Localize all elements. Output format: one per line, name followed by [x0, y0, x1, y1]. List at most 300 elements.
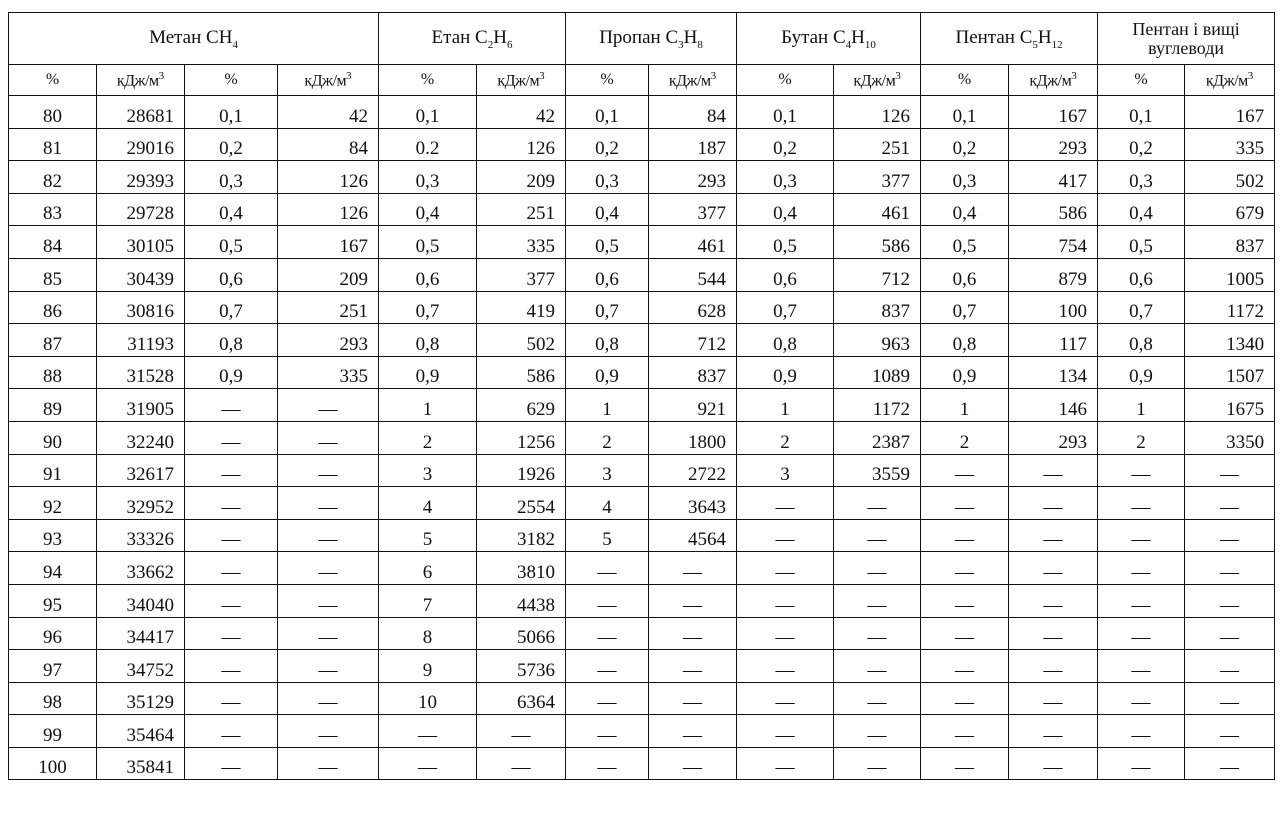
table-row	[9, 617, 1275, 650]
table-cell: 30439	[97, 258, 185, 291]
table-cell: —	[278, 552, 379, 585]
table-cell: —	[649, 617, 737, 650]
column-header-percent: %	[9, 65, 97, 96]
table-cell: 0,5	[566, 226, 649, 259]
table-cell: —	[477, 747, 566, 780]
table-cell: —	[921, 454, 1009, 487]
table-cell: —	[1185, 584, 1275, 617]
table-cell: 4564	[649, 519, 737, 552]
table-row	[9, 291, 1275, 324]
table-cell: 0,8	[185, 324, 278, 357]
table-cell: 293	[1009, 128, 1098, 161]
table-cell: 94	[9, 552, 97, 585]
table-cell: 335	[278, 356, 379, 389]
table-cell: 87	[9, 324, 97, 357]
table-cell: —	[1009, 715, 1098, 748]
table-cell: 4438	[477, 584, 566, 617]
table-cell: —	[834, 747, 921, 780]
table-row	[9, 421, 1275, 454]
table-row	[9, 226, 1275, 259]
table-cell: 1089	[834, 356, 921, 389]
table-cell: 34040	[97, 584, 185, 617]
table-cell: 4	[566, 487, 649, 520]
table-cell: 84	[278, 128, 379, 161]
table-cell: —	[649, 747, 737, 780]
table-cell: 34417	[97, 617, 185, 650]
group-header-pentane-and-higher: Пентан і вищі вуглеводи	[1098, 13, 1275, 65]
column-header-kj-per-m3: кДж/$м^3$	[477, 65, 566, 96]
table-cell: 9	[379, 650, 477, 683]
table-cell: —	[185, 389, 278, 422]
table-cell: 0,1	[921, 96, 1009, 129]
table-cell: 837	[834, 291, 921, 324]
column-header-kj-per-m3: кДж/$м^3$	[834, 65, 921, 96]
table-cell: —	[921, 617, 1009, 650]
table-cell: 90	[9, 421, 97, 454]
table-cell: 251	[278, 291, 379, 324]
table-cell: —	[737, 715, 834, 748]
table-cell: 1507	[1185, 356, 1275, 389]
table-cell: —	[1098, 487, 1185, 520]
table-cell: 0,6	[737, 258, 834, 291]
table-cell: 0,8	[379, 324, 477, 357]
column-header-kj-per-m3: кДж/$м^3$	[278, 65, 379, 96]
table-cell: 0,6	[566, 258, 649, 291]
table-cell: —	[921, 747, 1009, 780]
table-cell: —	[185, 552, 278, 585]
table-cell: 4	[379, 487, 477, 520]
table-cell: 0,4	[921, 193, 1009, 226]
column-header-kj-per-m3: кДж/$м^3$	[97, 65, 185, 96]
table-cell: —	[278, 715, 379, 748]
table-cell: 629	[477, 389, 566, 422]
table-cell: 461	[649, 226, 737, 259]
table-cell: —	[185, 421, 278, 454]
table-cell: 126	[834, 96, 921, 129]
table-cell: 32240	[97, 421, 185, 454]
table-cell: 0,6	[1098, 258, 1185, 291]
column-header-percent: %	[566, 65, 649, 96]
table-cell: 377	[477, 258, 566, 291]
table-cell: —	[737, 519, 834, 552]
table-row	[9, 747, 1275, 780]
table-cell: —	[834, 584, 921, 617]
table-cell: —	[1009, 454, 1098, 487]
table-cell: 209	[477, 161, 566, 194]
table-cell: 0,4	[566, 193, 649, 226]
table-cell: 29016	[97, 128, 185, 161]
table-cell: 0,8	[1098, 324, 1185, 357]
table-cell: —	[278, 421, 379, 454]
table-cell: —	[649, 682, 737, 715]
table-cell: 8	[379, 617, 477, 650]
table-cell: —	[566, 682, 649, 715]
table-row	[9, 96, 1275, 129]
table-cell: 3350	[1185, 421, 1275, 454]
table-cell: 99	[9, 715, 97, 748]
table-cell: 98	[9, 682, 97, 715]
table-cell: 42	[278, 96, 379, 129]
table-cell: 0.2	[379, 128, 477, 161]
table-cell: —	[1009, 519, 1098, 552]
table-row	[9, 454, 1275, 487]
table-cell: —	[921, 584, 1009, 617]
table-cell: 1800	[649, 421, 737, 454]
table-cell: —	[921, 715, 1009, 748]
table-cell: —	[278, 584, 379, 617]
column-header-percent: %	[379, 65, 477, 96]
table-cell: —	[278, 747, 379, 780]
table-cell: 29728	[97, 193, 185, 226]
table-cell: 0,7	[566, 291, 649, 324]
table-cell: 2	[737, 421, 834, 454]
table-row	[9, 584, 1275, 617]
table-cell: 0,7	[1098, 291, 1185, 324]
table-cell: 417	[1009, 161, 1098, 194]
table-cell: 31193	[97, 324, 185, 357]
table-cell: 2	[1098, 421, 1185, 454]
table-cell: 628	[649, 291, 737, 324]
table-cell: 117	[1009, 324, 1098, 357]
table-cell: —	[379, 715, 477, 748]
table-cell: 5736	[477, 650, 566, 683]
column-header-percent: %	[737, 65, 834, 96]
table-cell: 0,5	[379, 226, 477, 259]
table-cell: 0,8	[737, 324, 834, 357]
table-cell: 0,6	[921, 258, 1009, 291]
table-cell: 1005	[1185, 258, 1275, 291]
table-cell: —	[185, 487, 278, 520]
table-cell: 100	[1009, 291, 1098, 324]
table-cell: 35464	[97, 715, 185, 748]
table-cell: 167	[1185, 96, 1275, 129]
table-cell: —	[566, 747, 649, 780]
table-cell: 586	[834, 226, 921, 259]
table-cell: 0,1	[185, 96, 278, 129]
table-cell: —	[737, 617, 834, 650]
table-cell: 82	[9, 161, 97, 194]
table-cell: 0,9	[566, 356, 649, 389]
table-cell: —	[185, 584, 278, 617]
table-cell: 2387	[834, 421, 921, 454]
column-header-percent: %	[921, 65, 1009, 96]
table-cell: 1	[737, 389, 834, 422]
table-row	[9, 324, 1275, 357]
table-cell: —	[278, 454, 379, 487]
table-cell: 0,7	[921, 291, 1009, 324]
table-cell: 0,2	[185, 128, 278, 161]
table-cell: 1256	[477, 421, 566, 454]
table-row	[9, 389, 1275, 422]
table-cell: 963	[834, 324, 921, 357]
table-cell: 0,6	[185, 258, 278, 291]
table-cell: —	[1009, 747, 1098, 780]
table-row	[9, 519, 1275, 552]
table-cell: —	[1098, 650, 1185, 683]
table-cell: 0,4	[737, 193, 834, 226]
table-cell: —	[185, 715, 278, 748]
table-cell: —	[737, 747, 834, 780]
table-cell: —	[278, 389, 379, 422]
table-row	[9, 161, 1275, 194]
table-cell: —	[921, 650, 1009, 683]
table-cell: 0,1	[737, 96, 834, 129]
table-cell: —	[834, 519, 921, 552]
table-cell: 0,1	[1098, 96, 1185, 129]
table-cell: 0,6	[379, 258, 477, 291]
table-cell: 0,7	[379, 291, 477, 324]
table-cell: —	[921, 552, 1009, 585]
table-cell: 81	[9, 128, 97, 161]
table-cell: —	[737, 584, 834, 617]
column-header-kj-per-m3: кДж/$м^3$	[649, 65, 737, 96]
table-cell: 712	[834, 258, 921, 291]
table-cell: 97	[9, 650, 97, 683]
group-header-pentane: Пентан $C_5H_{12}$	[921, 13, 1098, 65]
table-body	[9, 96, 1275, 780]
table-cell: 1	[921, 389, 1009, 422]
table-cell: 126	[278, 193, 379, 226]
table-cell: 100	[9, 747, 97, 780]
group-header-ethane: Етан $C_2H_6$	[379, 13, 566, 65]
table-cell: —	[278, 519, 379, 552]
table-cell: 93	[9, 519, 97, 552]
table-cell: 6	[379, 552, 477, 585]
table-cell: 5	[379, 519, 477, 552]
table-cell: 7	[379, 584, 477, 617]
table-cell: —	[921, 682, 1009, 715]
table-cell: —	[278, 682, 379, 715]
table-cell: 0,3	[185, 161, 278, 194]
table-row	[9, 128, 1275, 161]
table-cell: 187	[649, 128, 737, 161]
table-cell: 0,9	[185, 356, 278, 389]
table-cell: —	[1098, 584, 1185, 617]
table-row	[9, 715, 1275, 748]
table-cell: 0,2	[1098, 128, 1185, 161]
table-cell: 1340	[1185, 324, 1275, 357]
table-cell: —	[566, 617, 649, 650]
table-cell: 1926	[477, 454, 566, 487]
table-cell: 1675	[1185, 389, 1275, 422]
table-cell: —	[737, 682, 834, 715]
table-cell: 84	[649, 96, 737, 129]
table-cell: 84	[9, 226, 97, 259]
table-cell: 0,5	[1098, 226, 1185, 259]
table-cell: 293	[1009, 421, 1098, 454]
table-cell: 0,2	[921, 128, 1009, 161]
table-cell: —	[649, 650, 737, 683]
table-cell: —	[834, 487, 921, 520]
table-cell: 2722	[649, 454, 737, 487]
table-cell: 1	[1098, 389, 1185, 422]
table-cell: 167	[278, 226, 379, 259]
table-row	[9, 193, 1275, 226]
table-cell: —	[737, 650, 834, 683]
table-cell: 502	[1185, 161, 1275, 194]
table-cell: 251	[477, 193, 566, 226]
table-cell: 712	[649, 324, 737, 357]
table-cell: 30105	[97, 226, 185, 259]
table-cell: —	[834, 682, 921, 715]
table-cell: —	[834, 617, 921, 650]
table-cell: 2554	[477, 487, 566, 520]
table-cell: 167	[1009, 96, 1098, 129]
table-cell: 461	[834, 193, 921, 226]
table-cell: —	[1185, 519, 1275, 552]
group-header-row	[9, 13, 1275, 65]
table-cell: 88	[9, 356, 97, 389]
table-cell: —	[1098, 682, 1185, 715]
table-cell: 0,4	[1098, 193, 1185, 226]
table-cell: 679	[1185, 193, 1275, 226]
table-cell: 502	[477, 324, 566, 357]
table-cell: 29393	[97, 161, 185, 194]
table-cell: 33662	[97, 552, 185, 585]
table-row	[9, 552, 1275, 585]
table-cell: —	[1009, 552, 1098, 585]
table-cell: 31528	[97, 356, 185, 389]
table-cell: 10	[379, 682, 477, 715]
table-cell: 0,2	[737, 128, 834, 161]
table-cell: —	[566, 650, 649, 683]
table-cell: 0,4	[185, 193, 278, 226]
table-cell: 209	[278, 258, 379, 291]
table-cell: —	[185, 617, 278, 650]
table-cell: —	[278, 617, 379, 650]
table-cell: 3182	[477, 519, 566, 552]
table-cell: 0,3	[379, 161, 477, 194]
table-cell: 96	[9, 617, 97, 650]
table-cell: —	[185, 650, 278, 683]
table-cell: 86	[9, 291, 97, 324]
table-row	[9, 258, 1275, 291]
table-row	[9, 650, 1275, 683]
table-cell: —	[1009, 584, 1098, 617]
table-cell: —	[834, 650, 921, 683]
table-cell: 1	[379, 389, 477, 422]
table-cell: 126	[477, 128, 566, 161]
table-cell: —	[1009, 487, 1098, 520]
column-header-percent: %	[1098, 65, 1185, 96]
table-cell: 1172	[1185, 291, 1275, 324]
table-cell: —	[1098, 617, 1185, 650]
table-cell: —	[185, 747, 278, 780]
table-cell: —	[649, 715, 737, 748]
table-cell: 0,5	[737, 226, 834, 259]
table-cell: 837	[649, 356, 737, 389]
table-cell: 586	[1009, 193, 1098, 226]
table-cell: 0,3	[737, 161, 834, 194]
table-cell: —	[477, 715, 566, 748]
table-wrapper	[8, 12, 1274, 780]
table-cell: —	[185, 454, 278, 487]
table-cell: 0,5	[921, 226, 1009, 259]
table-cell: 3810	[477, 552, 566, 585]
table-cell: 3	[379, 454, 477, 487]
table-cell: —	[1185, 487, 1275, 520]
column-header-row	[9, 65, 1275, 96]
gas-heating-value-table	[8, 12, 1275, 780]
table-row	[9, 682, 1275, 715]
table-cell: 2	[566, 421, 649, 454]
table-cell: 85	[9, 258, 97, 291]
table-cell: 35841	[97, 747, 185, 780]
table-cell: 91	[9, 454, 97, 487]
table-cell: 32617	[97, 454, 185, 487]
column-header-kj-per-m3: кДж/$м^3$	[1185, 65, 1275, 96]
table-cell: 837	[1185, 226, 1275, 259]
table-cell: —	[566, 552, 649, 585]
table-cell: 0,9	[1098, 356, 1185, 389]
table-cell: 0,8	[921, 324, 1009, 357]
table-cell: —	[921, 487, 1009, 520]
table-cell: 293	[278, 324, 379, 357]
table-cell: 0,1	[379, 96, 477, 129]
table-cell: 32952	[97, 487, 185, 520]
table-cell: 30816	[97, 291, 185, 324]
table-cell: —	[737, 552, 834, 585]
table-cell: 335	[1185, 128, 1275, 161]
table-cell: —	[278, 487, 379, 520]
table-cell: —	[834, 552, 921, 585]
table-cell: 0,7	[737, 291, 834, 324]
table-cell: —	[1185, 715, 1275, 748]
table-cell: —	[1185, 747, 1275, 780]
table-cell: 80	[9, 96, 97, 129]
table-cell: 95	[9, 584, 97, 617]
table-cell: 0,3	[566, 161, 649, 194]
table-cell: —	[1185, 650, 1275, 683]
table-cell: 126	[278, 161, 379, 194]
table-cell: —	[1009, 682, 1098, 715]
table-cell: 0,7	[185, 291, 278, 324]
table-cell: —	[1098, 454, 1185, 487]
table-cell: —	[1185, 552, 1275, 585]
table-cell: 0,9	[737, 356, 834, 389]
table-cell: 5	[566, 519, 649, 552]
table-cell: —	[737, 487, 834, 520]
table-cell: 1172	[834, 389, 921, 422]
table-cell: 2	[379, 421, 477, 454]
table-cell: 1	[566, 389, 649, 422]
table-cell: 3559	[834, 454, 921, 487]
table-cell: —	[1098, 747, 1185, 780]
table-cell: —	[566, 715, 649, 748]
table-cell: 3	[737, 454, 834, 487]
table-cell: 251	[834, 128, 921, 161]
table-cell: 28681	[97, 96, 185, 129]
table-cell: —	[921, 519, 1009, 552]
table-cell: 83	[9, 193, 97, 226]
table-cell: 92	[9, 487, 97, 520]
table-cell: 293	[649, 161, 737, 194]
column-header-percent: %	[185, 65, 278, 96]
table-cell: 31905	[97, 389, 185, 422]
group-header-methane: Метан $CH_4$	[9, 13, 379, 65]
table-cell: —	[278, 650, 379, 683]
table-cell: 0,4	[379, 193, 477, 226]
table-cell: —	[1185, 682, 1275, 715]
table-cell: —	[1009, 617, 1098, 650]
table-cell: 0,2	[566, 128, 649, 161]
table-cell: 544	[649, 258, 737, 291]
table-cell: —	[649, 552, 737, 585]
table-cell: 377	[649, 193, 737, 226]
table-cell: 0,9	[379, 356, 477, 389]
table-cell: 3643	[649, 487, 737, 520]
table-cell: 6364	[477, 682, 566, 715]
